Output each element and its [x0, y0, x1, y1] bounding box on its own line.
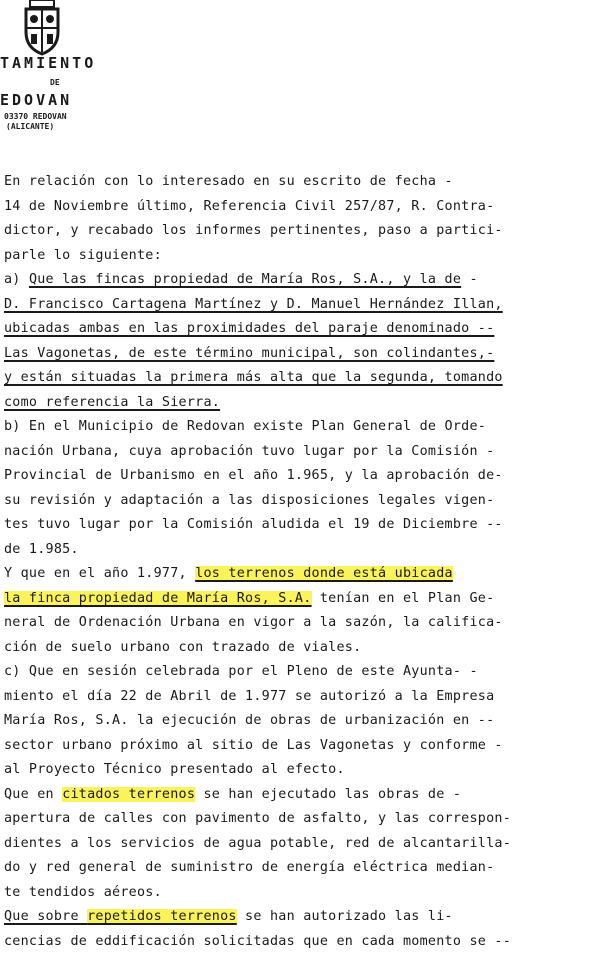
body-line: b) En el Municipio de Redovan existe Plan General de Orde- — [4, 415, 607, 440]
body-line: apertura de calles con pavimento de asfalto, y las correspon- — [4, 807, 607, 832]
body-line: miento el día 22 de Abril de 1.977 se autorizó a la Empresa — [4, 685, 607, 710]
highlighted-text: los terrenos donde está ubicada — [195, 566, 453, 581]
body-line: tes tuvo lugar por la Comisión aludida el 19 de Diciembre -- — [4, 513, 607, 538]
body-line: sector urbano próximo al sitio de Las Vagonetas y conforme - — [4, 734, 607, 759]
body-line: de 1.985. — [4, 538, 607, 563]
body-line: 14 de Noviembre último, Referencia Civil 257/87, R. Contra- — [4, 195, 607, 220]
highlighted-text: repetidos terrenos — [87, 909, 237, 924]
body-line: y están situadas la primera más alta que la segunda, tomando — [4, 366, 607, 391]
letterhead-line-1: TAMIENTO — [0, 54, 96, 72]
body-line: dientes a los servicios de agua potable, red de alcantarilla- — [4, 832, 607, 857]
body-line: neral de Ordenación Urbana en vigor a la sazón, la califica- — [4, 611, 607, 636]
underlined-text: Que las fincas propiedad de María Ros, S.A., y la de — [29, 272, 461, 287]
body-line: al Proyecto Técnico presentado al efecto. — [4, 758, 607, 783]
body-line: parle lo siguiente: — [4, 244, 607, 269]
body-line: Y que en el año 1.977, los terrenos donde está ubicada — [4, 562, 607, 587]
body-line: ción de suelo urbano con trazado de viales. — [4, 636, 607, 661]
body-line: María Ros, S.A. la ejecución de obras de urbanización en -- — [4, 709, 607, 734]
body-line: dictor, y recabado los informes pertinentes, paso a partici- — [4, 219, 607, 244]
body-line: c) Que en sesión celebrada por el Pleno de este Ayunta- - — [4, 660, 607, 685]
coat-of-arms-icon — [22, 0, 62, 56]
letterhead-line-3: EDOVAN — [0, 91, 72, 109]
body-line: D. Francisco Cartagena Martínez y D. Manuel Hernández Illan, — [4, 293, 607, 318]
body-line: cencias de eddificación solicitadas que en cada momento se -- — [4, 930, 607, 954]
body-line: como referencia la Sierra. — [4, 391, 607, 416]
body-line: Las Vagonetas, de este término municipal, son colindantes,- — [4, 342, 607, 367]
body-line: nación Urbana, cuya aprobación tuvo lugar por la Comisión - — [4, 440, 607, 465]
highlighted-text: citados terrenos — [62, 787, 195, 802]
letterhead-line-2: DE — [50, 78, 60, 87]
body-line: te tendidos aéreos. — [4, 881, 607, 906]
body-line: En relación con lo interesado en su escrito de fecha - — [4, 170, 607, 195]
body-line: Que sobre repetidos terrenos se han autorizado las li- — [4, 905, 607, 930]
body-line: a) Que las fincas propiedad de María Ros, S.A., y la de - — [4, 268, 607, 293]
letterhead-line-5: (ALICANTE) — [6, 122, 54, 131]
body-line: la finca propiedad de María Ros, S.A. tenían en el Plan Ge- — [4, 587, 607, 612]
underlined-text: Que sobre — [4, 909, 87, 924]
highlighted-text: la finca propiedad de María Ros, S.A. — [4, 591, 312, 606]
body-line: Que en citados terrenos se han ejecutado las obras de - — [4, 783, 607, 808]
letterhead-line-4: 03370 REDOVAN — [4, 112, 67, 121]
body-line: do y red general de suministro de energía eléctrica median- — [4, 856, 607, 881]
body-line: su revisión y adaptación a las disposiciones legales vigen- — [4, 489, 607, 514]
letter-body — [4, 170, 607, 954]
body-line: Provincial de Urbanismo en el año 1.965, y la aprobación de- — [4, 464, 607, 489]
body-line: ubicadas ambas en las proximidades del paraje denominado -- — [4, 317, 607, 342]
